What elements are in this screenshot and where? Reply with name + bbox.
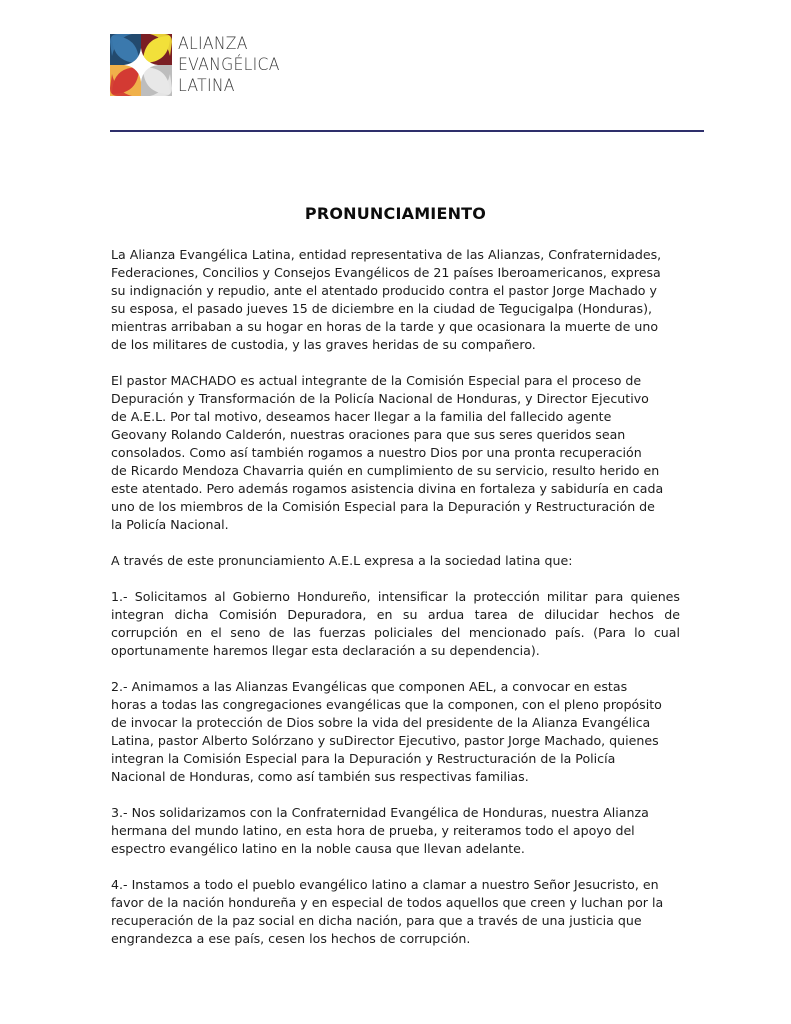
- declaration-item-2: [111, 678, 691, 786]
- text-line: 2.- Animamos a las Alianzas Evangélicas que componen AEL, a convocar en estas: [111, 679, 628, 694]
- text-line: Geovany Rolando Calderón, nuestras oraciones para que sus seres queridos sean: [111, 427, 626, 442]
- text-line: la Policía Nacional.: [111, 517, 229, 532]
- document-title: PRONUNCIAMIENTO: [304, 204, 487, 223]
- organization-logo: [110, 34, 289, 97]
- declaration-item-4: [111, 876, 691, 948]
- context-paragraph: [111, 372, 691, 534]
- text-line: horas a todas las congregaciones evangélicas que la componen, con el pleno propósito: [111, 697, 662, 712]
- logo-line-evangelica: EVANGÉLICA: [178, 55, 280, 75]
- text-line: su indignación y repudio, ante el atentado producido contra el pastor Jorge Machado y: [111, 283, 657, 298]
- text-line: Nacional de Honduras, como así también sus respectivas familias.: [111, 769, 529, 784]
- text-line: integran la Comisión Especial para la Depuración y Restructuración de la Policía: [111, 751, 616, 766]
- logo-line-alianza: ALIANZA: [178, 34, 248, 54]
- text-line: El pastor MACHADO es actual integrante de la Comisión Especial para el proceso de: [111, 373, 642, 388]
- text-line: Latina, pastor Alberto Solórzano y suDirector Ejecutivo, pastor Jorge Machado, quienes: [111, 733, 659, 748]
- text-line: 3.- Nos solidarizamos con la Confraternidad Evangélica de Honduras, nuestra Alianza: [111, 805, 649, 820]
- declaration-item-3: [111, 804, 691, 858]
- declaration-item-1: [111, 588, 691, 660]
- text-line: corrupción en el seno de las fuerzas policiales del mencionado país. (Para lo cual: [111, 625, 680, 640]
- text-line: consolados. Como así también rogamos a nuestro Dios por una pronta recuperación: [111, 445, 642, 460]
- intro-paragraph: [111, 246, 691, 354]
- text-line: hermana del mundo latino, en esta hora de prueba, y reiteramos todo el apoyo del: [111, 823, 635, 838]
- text-line: engrandezca a ese país, cesen los hechos de corrupción.: [111, 931, 471, 946]
- text-line: favor de la nación hondureña y en especial de todos aquellos que creen y luchan por la: [111, 895, 664, 910]
- text-line: uno de los miembros de la Comisión Especial para la Depuración y Restructuración de: [111, 499, 655, 514]
- document-body: [111, 246, 691, 966]
- text-line: espectro evangélico latino en la noble causa que llevan adelante.: [111, 841, 525, 856]
- text-line: A través de este pronunciamiento A.E.L expresa a la sociedad latina que:: [111, 553, 573, 568]
- text-line: Depuración y Transformación de la Policía Nacional de Honduras, y Director Ejecutivo: [111, 391, 649, 406]
- text-line: 1.- Solicitamos al Gobierno Hondureño, intensificar la protección militar para quienes: [111, 589, 680, 604]
- text-line: oportunamente haremos llegar esta declaración a su dependencia).: [111, 643, 540, 658]
- text-line: La Alianza Evangélica Latina, entidad representativa de las Alianzas, Confraternidades,: [111, 247, 662, 262]
- text-line: recuperación de la paz social en dicha nación, para que a través de una justicia que: [111, 913, 642, 928]
- text-line: Federaciones, Concilios y Consejos Evangélicos de 21 países Iberoamericanos, expresa: [111, 265, 661, 280]
- text-line: integran dicha Comisión Depuradora, en su ardua tarea de dilucidar hechos de: [111, 607, 680, 622]
- logo-emblem-icon: [110, 34, 172, 96]
- text-line: de A.E.L. Por tal motivo, deseamos hacer llegar a la familia del fallecido agente: [111, 409, 612, 424]
- text-line: de invocar la protección de Dios sobre la vida del presidente de la Alianza Evangélica: [111, 715, 651, 730]
- text-line: mientras arribaban a su hogar en horas de la tarde y que ocasionara la muerte de uno: [111, 319, 659, 334]
- declaration-intro: [111, 552, 691, 570]
- text-line: 4.- Instamos a todo el pueblo evangélico latino a clamar a nuestro Señor Jesucristo, en: [111, 877, 659, 892]
- text-line: de Ricardo Mendoza Chavarria quién en cumplimiento de su servicio, resulto herido en: [111, 463, 660, 478]
- logo-line-latina: LATINA: [178, 76, 235, 96]
- text-line: su esposa, el pasado jueves 15 de diciembre en la ciudad de Tegucigalpa (Honduras),: [111, 301, 652, 316]
- text-line: este atentado. Pero además rogamos asistencia divina en fortaleza y sabiduría en cada: [111, 481, 664, 496]
- text-line: de los militares de custodia, y las graves heridas de su compañero.: [111, 337, 536, 352]
- logo-wordmark: [178, 34, 280, 97]
- header-divider: [110, 130, 704, 132]
